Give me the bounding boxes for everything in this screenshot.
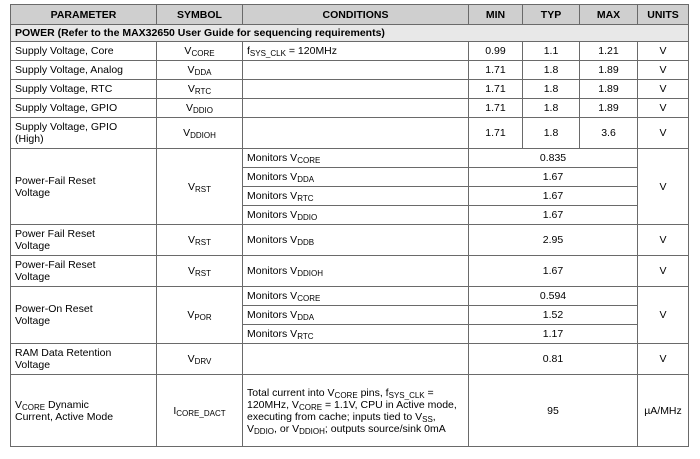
header-symbol: SYMBOL [157,5,243,25]
section-title: POWER (Refer to the MAX32650 User Guide for sequencing requirements) [11,25,689,42]
units-cell: V [638,256,689,287]
units-cell: V [638,61,689,80]
symbol-cell [157,287,243,344]
typ-cell: 1.8 [523,61,580,80]
parameter-line: (High) [15,133,44,145]
parameter-cell [11,375,157,447]
cond-sub: DDIOH [299,426,325,436]
symbol-sub: CORE_DACT [176,408,226,418]
header-units: UNITS [638,5,689,25]
cond-main: Monitors V [247,309,298,321]
symbol-main: V [183,127,191,139]
spec-table-container [10,4,688,447]
parameter-line: Voltage [15,186,51,199]
typ-cell: 1.52 [469,306,638,325]
min-cell: 1.71 [469,61,523,80]
cond-text: , V [247,410,436,435]
parameter-line: Voltage [15,359,51,371]
conditions-cell [243,256,469,287]
header-typ: TYP [523,5,580,25]
symbol-sub: DDIO [193,106,213,115]
conditions-cell [243,206,469,225]
cond-text: , or V [274,422,300,435]
units-cell: V [638,287,689,344]
symbol-sub: RTC [194,87,212,96]
conditions-cell [243,325,469,344]
header-conditions: CONDITIONS [243,5,469,25]
cond-main: Monitors V [247,265,298,277]
cond-rest: = 120MHz [285,45,338,57]
symbol-main: V [187,353,195,365]
header-min: MIN [469,5,523,25]
typ-cell: 2.95 [469,225,638,256]
symbol-sub: DDIOH [190,131,216,140]
symbol-sub: RST [195,269,211,278]
cond-main: Monitors V [247,190,298,202]
parameter-line: Power-Fail Reset [15,174,96,187]
cond-main: f [247,45,250,57]
parameter-cell [11,287,157,344]
cond-sub: DDA [297,313,315,322]
cond-main: Monitors V [247,152,298,164]
symbol-cell [157,61,243,80]
parameter-cell: Supply Voltage, Core [11,42,157,61]
section-row-power [11,25,689,42]
symbol-main: I [173,404,177,417]
units-cell: V [638,42,689,61]
units-cell: V [638,99,689,118]
cond-main: Monitors V [247,234,298,246]
symbol-main: V [187,309,195,321]
table-row [11,225,689,256]
cond-main: Monitors V [247,328,298,340]
conditions-cell [243,306,469,325]
table-row [11,80,689,99]
cond-text: Total current into V [247,386,335,399]
cond-main: Monitors V [247,171,298,183]
cond-sub: SS [422,414,433,424]
max-cell: 1.89 [580,99,638,118]
table-row [11,344,689,375]
conditions-cell [243,80,469,99]
symbol-main: V [187,83,195,95]
cond-sub: RTC [297,332,314,341]
units-cell: V [638,344,689,375]
cond-sub: RTC [297,194,314,203]
param-sub: CORE [22,402,46,412]
typ-cell: 0.81 [469,344,638,375]
cond-main: Monitors V [247,209,298,221]
typ-cell: 1.8 [523,80,580,99]
conditions-cell [243,168,469,187]
parameter-line: Voltage [15,315,51,327]
conditions-cell [243,149,469,168]
param-main: V [15,398,23,411]
cond-sub: CORE [334,390,358,400]
min-cell: 1.71 [469,80,523,99]
conditions-cell [243,118,469,149]
cond-sub: DDIOH [297,269,323,278]
parameter-cell [11,256,157,287]
cond-sub: DDIO [297,213,318,222]
electrical-characteristics-table [10,4,689,447]
cond-sub: CORE [298,402,323,412]
parameter-cell: Supply Voltage, Analog [11,61,157,80]
max-cell: 1.21 [580,42,638,61]
typ-cell: 1.67 [469,256,638,287]
symbol-main: V [187,265,195,277]
cond-sub: CORE [297,156,321,165]
typ-cell: 1.67 [469,168,638,187]
max-cell: 1.89 [580,80,638,99]
symbol-cell [157,225,243,256]
symbol-main: V [185,102,193,114]
cond-sub: DDA [297,175,315,184]
units-cell: V [638,80,689,99]
cond-text: = 1.1V, CPU in Active mode, executing from cache; inputs tied to V [247,398,457,423]
typ-cell: 1.67 [469,187,638,206]
symbol-cell [157,42,243,61]
conditions-cell [243,187,469,206]
max-cell: 3.6 [580,118,638,149]
header-parameter: PARAMETER [11,5,157,25]
typ-cell: 1.1 [523,42,580,61]
parameter-line: Power Fail Reset [15,228,95,240]
symbol-cell [157,256,243,287]
parameter-cell: Supply Voltage, RTC [11,80,157,99]
typ-cell: 0.835 [469,149,638,168]
symbol-cell [157,149,243,225]
conditions-cell [243,42,469,61]
units-cell: V [638,225,689,256]
conditions-cell [243,344,469,375]
cond-text: = 120MHz, V [247,386,434,411]
cond-sub: SYS_CLK [388,390,425,400]
units-cell: V [638,149,689,225]
cond-sub: SYS_CLK [249,49,286,58]
parameter-cell [11,225,157,256]
header-max: MAX [580,5,638,25]
units-cell: µA/MHz [638,375,689,447]
symbol-main: V [187,234,195,246]
typ-cell: 1.8 [523,99,580,118]
cond-sub: CORE [297,294,321,303]
symbol-sub: CORE [191,49,215,58]
conditions-cell [243,375,469,447]
cond-main: Monitors V [247,290,298,302]
table-row [11,287,689,306]
symbol-sub: RST [195,238,211,247]
symbol-sub: RST [195,184,211,194]
parameter-line: Power-On Reset [15,303,93,315]
symbol-sub: POR [194,313,212,322]
cond-text: ; outputs source/sink 0mA [324,422,446,435]
table-row [11,61,689,80]
table-row [11,99,689,118]
min-cell: 1.71 [469,99,523,118]
parameter-line: Voltage [15,271,51,283]
symbol-cell [157,80,243,99]
max-cell: 1.89 [580,61,638,80]
symbol-sub: DDA [194,68,212,77]
parameter-cell [11,149,157,225]
parameter-line: Power-Fail Reset [15,259,96,271]
parameter-line: Supply Voltage, GPIO [15,121,118,133]
table-row [11,42,689,61]
symbol-sub: DRV [194,357,212,366]
typ-cell: 1.67 [469,206,638,225]
parameter-cell: Supply Voltage, GPIO [11,99,157,118]
conditions-cell [243,99,469,118]
header-row [11,5,689,25]
symbol-cell [157,375,243,447]
units-cell: V [638,118,689,149]
conditions-cell [243,287,469,306]
min-cell: 0.99 [469,42,523,61]
table-row [11,118,689,149]
cond-text: pins, f [357,386,389,399]
parameter-cell [11,118,157,149]
table-row [11,256,689,287]
parameter-cell [11,344,157,375]
symbol-cell [157,344,243,375]
symbol-main: V [187,180,195,193]
min-cell: 1.71 [469,118,523,149]
table-row [11,375,689,447]
parameter-line: Voltage [15,240,51,252]
typ-cell: 1.17 [469,325,638,344]
table-row [11,149,689,168]
cond-sub: DDB [297,238,315,247]
parameter-line: Current, Active Mode [15,410,114,423]
cond-sub: DDIO [254,426,275,436]
parameter-line: RAM Data Retention [15,347,112,359]
conditions-cell [243,61,469,80]
symbol-main: V [187,64,195,76]
symbol-cell [157,99,243,118]
conditions-cell [243,225,469,256]
param-rest: Dynamic [45,398,89,411]
symbol-cell [157,118,243,149]
symbol-main: V [184,45,192,57]
typ-cell: 95 [469,375,638,447]
typ-cell: 1.8 [523,118,580,149]
typ-cell: 0.594 [469,287,638,306]
